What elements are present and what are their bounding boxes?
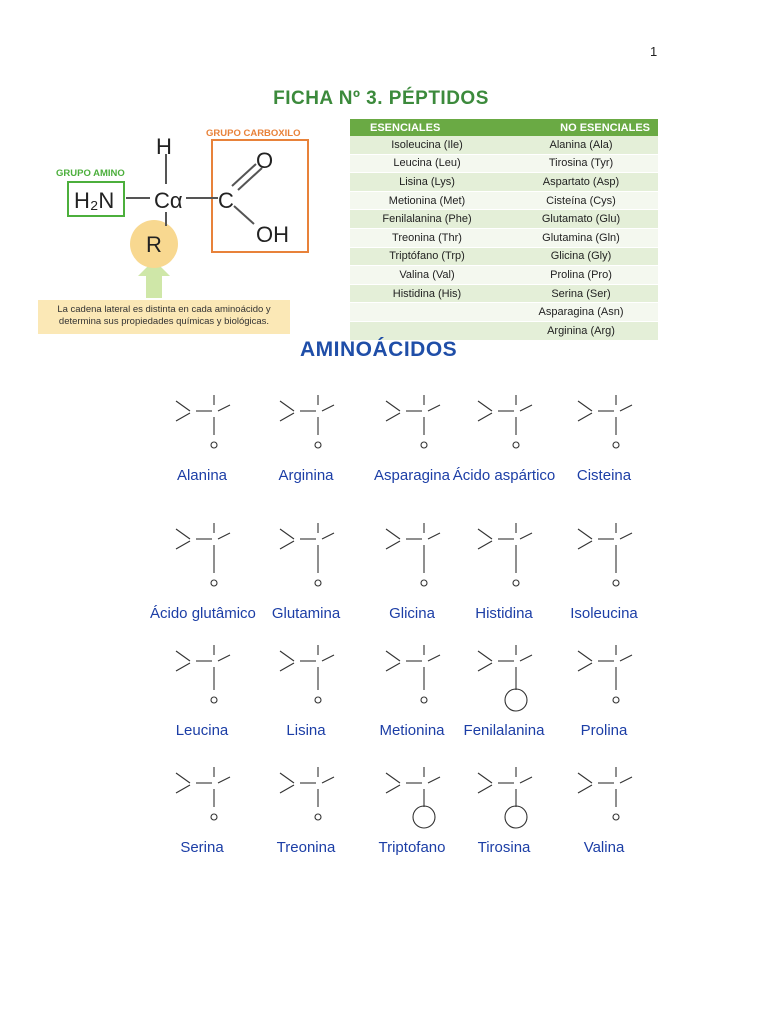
amino-acid-name: Tirosina xyxy=(477,839,531,856)
table-cell: Valina (Val) xyxy=(350,266,504,285)
amino-acid-card xyxy=(552,375,656,484)
table-cell: Histidina (His) xyxy=(350,284,504,303)
table-row xyxy=(350,228,658,247)
table-cell xyxy=(350,303,504,322)
amino-acid-card xyxy=(552,747,656,856)
amino-acid-name: Serina xyxy=(180,839,224,856)
table-cell: Serina (Ser) xyxy=(504,284,658,303)
amino-acid-structure-icon xyxy=(454,503,554,603)
atom-h2n: H₂N xyxy=(74,188,115,213)
amino-acid-structure-icon xyxy=(152,503,252,603)
table-cell: Asparagina (Asn) xyxy=(504,303,658,322)
amino-acid-structure-icon xyxy=(454,747,554,837)
table-row xyxy=(350,303,658,322)
amino-acid-structure-icon xyxy=(152,747,252,837)
table-cell: Metionina (Met) xyxy=(350,191,504,210)
atom-o: O xyxy=(256,148,274,173)
amino-acid-structure-icon xyxy=(454,375,554,465)
amino-acid-card xyxy=(150,375,254,484)
table-row xyxy=(350,210,658,229)
amino-acid-name: Prolina xyxy=(580,722,628,739)
amino-acid-structure-icon xyxy=(256,375,356,465)
table-cell: Cisteína (Cys) xyxy=(504,191,658,210)
table-cell: Tirosina (Tyr) xyxy=(504,154,658,173)
carboxilo-label: GRUPO CARBOXILO xyxy=(206,128,301,139)
diagram-caption: La cadena lateral es distinta en cada aminoácido y determina sus propiedades químicas y biológicas. xyxy=(38,300,290,334)
amino-acid-name: Ácido aspártico xyxy=(452,467,556,484)
amino-acid-name: Leucina xyxy=(175,722,229,739)
section-title: AMINOÁCIDOS xyxy=(300,338,458,361)
atom-r: R xyxy=(146,232,162,257)
table-row xyxy=(350,173,658,192)
amino-acid-name: Fenilalanina xyxy=(463,722,545,739)
table-row xyxy=(350,247,658,266)
amino-acid-structure-icon xyxy=(256,747,356,837)
header-no-esenciales: NO ESENCIALES xyxy=(504,119,658,136)
atom-oh: OH xyxy=(256,222,289,247)
page-title xyxy=(2,88,768,110)
amino-label: GRUPO AMINO xyxy=(56,168,125,179)
amino-acid-name: Valina xyxy=(583,839,625,856)
amino-acid-structure-icon xyxy=(454,625,554,720)
table-row xyxy=(350,136,658,154)
table-cell: Glicina (Gly) xyxy=(504,247,658,266)
amino-acid-name: Arginina xyxy=(278,467,334,484)
table-cell: Alanina (Ala) xyxy=(504,136,658,154)
table-cell: Glutamato (Glu) xyxy=(504,210,658,229)
amino-acid-card xyxy=(444,375,564,484)
header-esenciales: ESENCIALES xyxy=(350,119,504,136)
amino-acid-structure-icon xyxy=(554,747,654,837)
amino-acid-structure-icon xyxy=(152,625,252,720)
atom-h: H xyxy=(156,134,172,159)
amino-acid-card xyxy=(254,503,358,622)
table-row xyxy=(350,191,658,210)
table-cell: Arginina (Arg) xyxy=(504,321,658,340)
amino-acid-card xyxy=(150,625,254,739)
amino-acid-structure-icon xyxy=(554,375,654,465)
table-cell: Leucina (Leu) xyxy=(350,154,504,173)
amino-acid-card xyxy=(254,375,358,484)
amino-acid-name: Glicina xyxy=(389,605,435,622)
amino-acid-name: Histidina xyxy=(475,605,533,622)
amino-acid-name: Glutamina xyxy=(271,605,341,622)
amino-acid-card xyxy=(444,747,564,856)
table-header-row xyxy=(350,119,658,136)
amino-acid-card xyxy=(254,625,358,739)
structure-svg xyxy=(38,120,338,300)
amino-acid-card xyxy=(552,625,656,739)
amino-acid-name: Asparagina xyxy=(374,467,450,484)
table-cell: Lisina (Lys) xyxy=(350,173,504,192)
amino-acid-name: Triptofano xyxy=(378,839,446,856)
amino-acid-structure-icon xyxy=(554,503,654,603)
table-cell: Isoleucina (Ile) xyxy=(350,136,504,154)
amino-acid-structure-diagram xyxy=(38,120,338,342)
table-row xyxy=(350,284,658,303)
amino-acid-card xyxy=(150,747,254,856)
table-cell: Prolina (Pro) xyxy=(504,266,658,285)
amino-acid-name: Cisteina xyxy=(576,467,632,484)
amino-acid-structure-icon xyxy=(152,375,252,465)
amino-acid-structure-icon xyxy=(554,625,654,720)
amino-acid-name: Metionina xyxy=(379,722,445,739)
atom-c: C xyxy=(218,188,234,213)
amino-acid-name: Ácido glutâmico xyxy=(150,605,256,622)
amino-acids-table xyxy=(350,119,658,341)
page-number: 1 xyxy=(650,44,658,59)
table-cell: Treonina (Thr) xyxy=(350,228,504,247)
table-cell: Fenilalanina (Phe) xyxy=(350,210,504,229)
amino-acid-card xyxy=(444,625,564,739)
page-title-text: FICHA Nº 3. PÉPTIDOS xyxy=(273,88,489,109)
amino-acid-card xyxy=(150,503,254,622)
table-row xyxy=(350,266,658,285)
table-cell: Aspartato (Asp) xyxy=(504,173,658,192)
amino-acid-name: Lisina xyxy=(286,722,326,739)
amino-acid-card xyxy=(552,503,656,622)
amino-acid-card xyxy=(254,747,358,856)
amino-acid-card xyxy=(444,503,564,622)
amino-acid-structure-icon xyxy=(256,503,356,603)
table-row xyxy=(350,154,658,173)
atom-ca: Cα xyxy=(154,188,183,213)
amino-acid-name: Alanina xyxy=(176,467,228,484)
amino-acid-name: Isoleucina xyxy=(570,605,638,622)
amino-acid-name: Treonina xyxy=(276,839,336,856)
amino-acid-structure-icon xyxy=(256,625,356,720)
table-cell: Glutamina (Gln) xyxy=(504,228,658,247)
table-cell: Triptófano (Trp) xyxy=(350,247,504,266)
